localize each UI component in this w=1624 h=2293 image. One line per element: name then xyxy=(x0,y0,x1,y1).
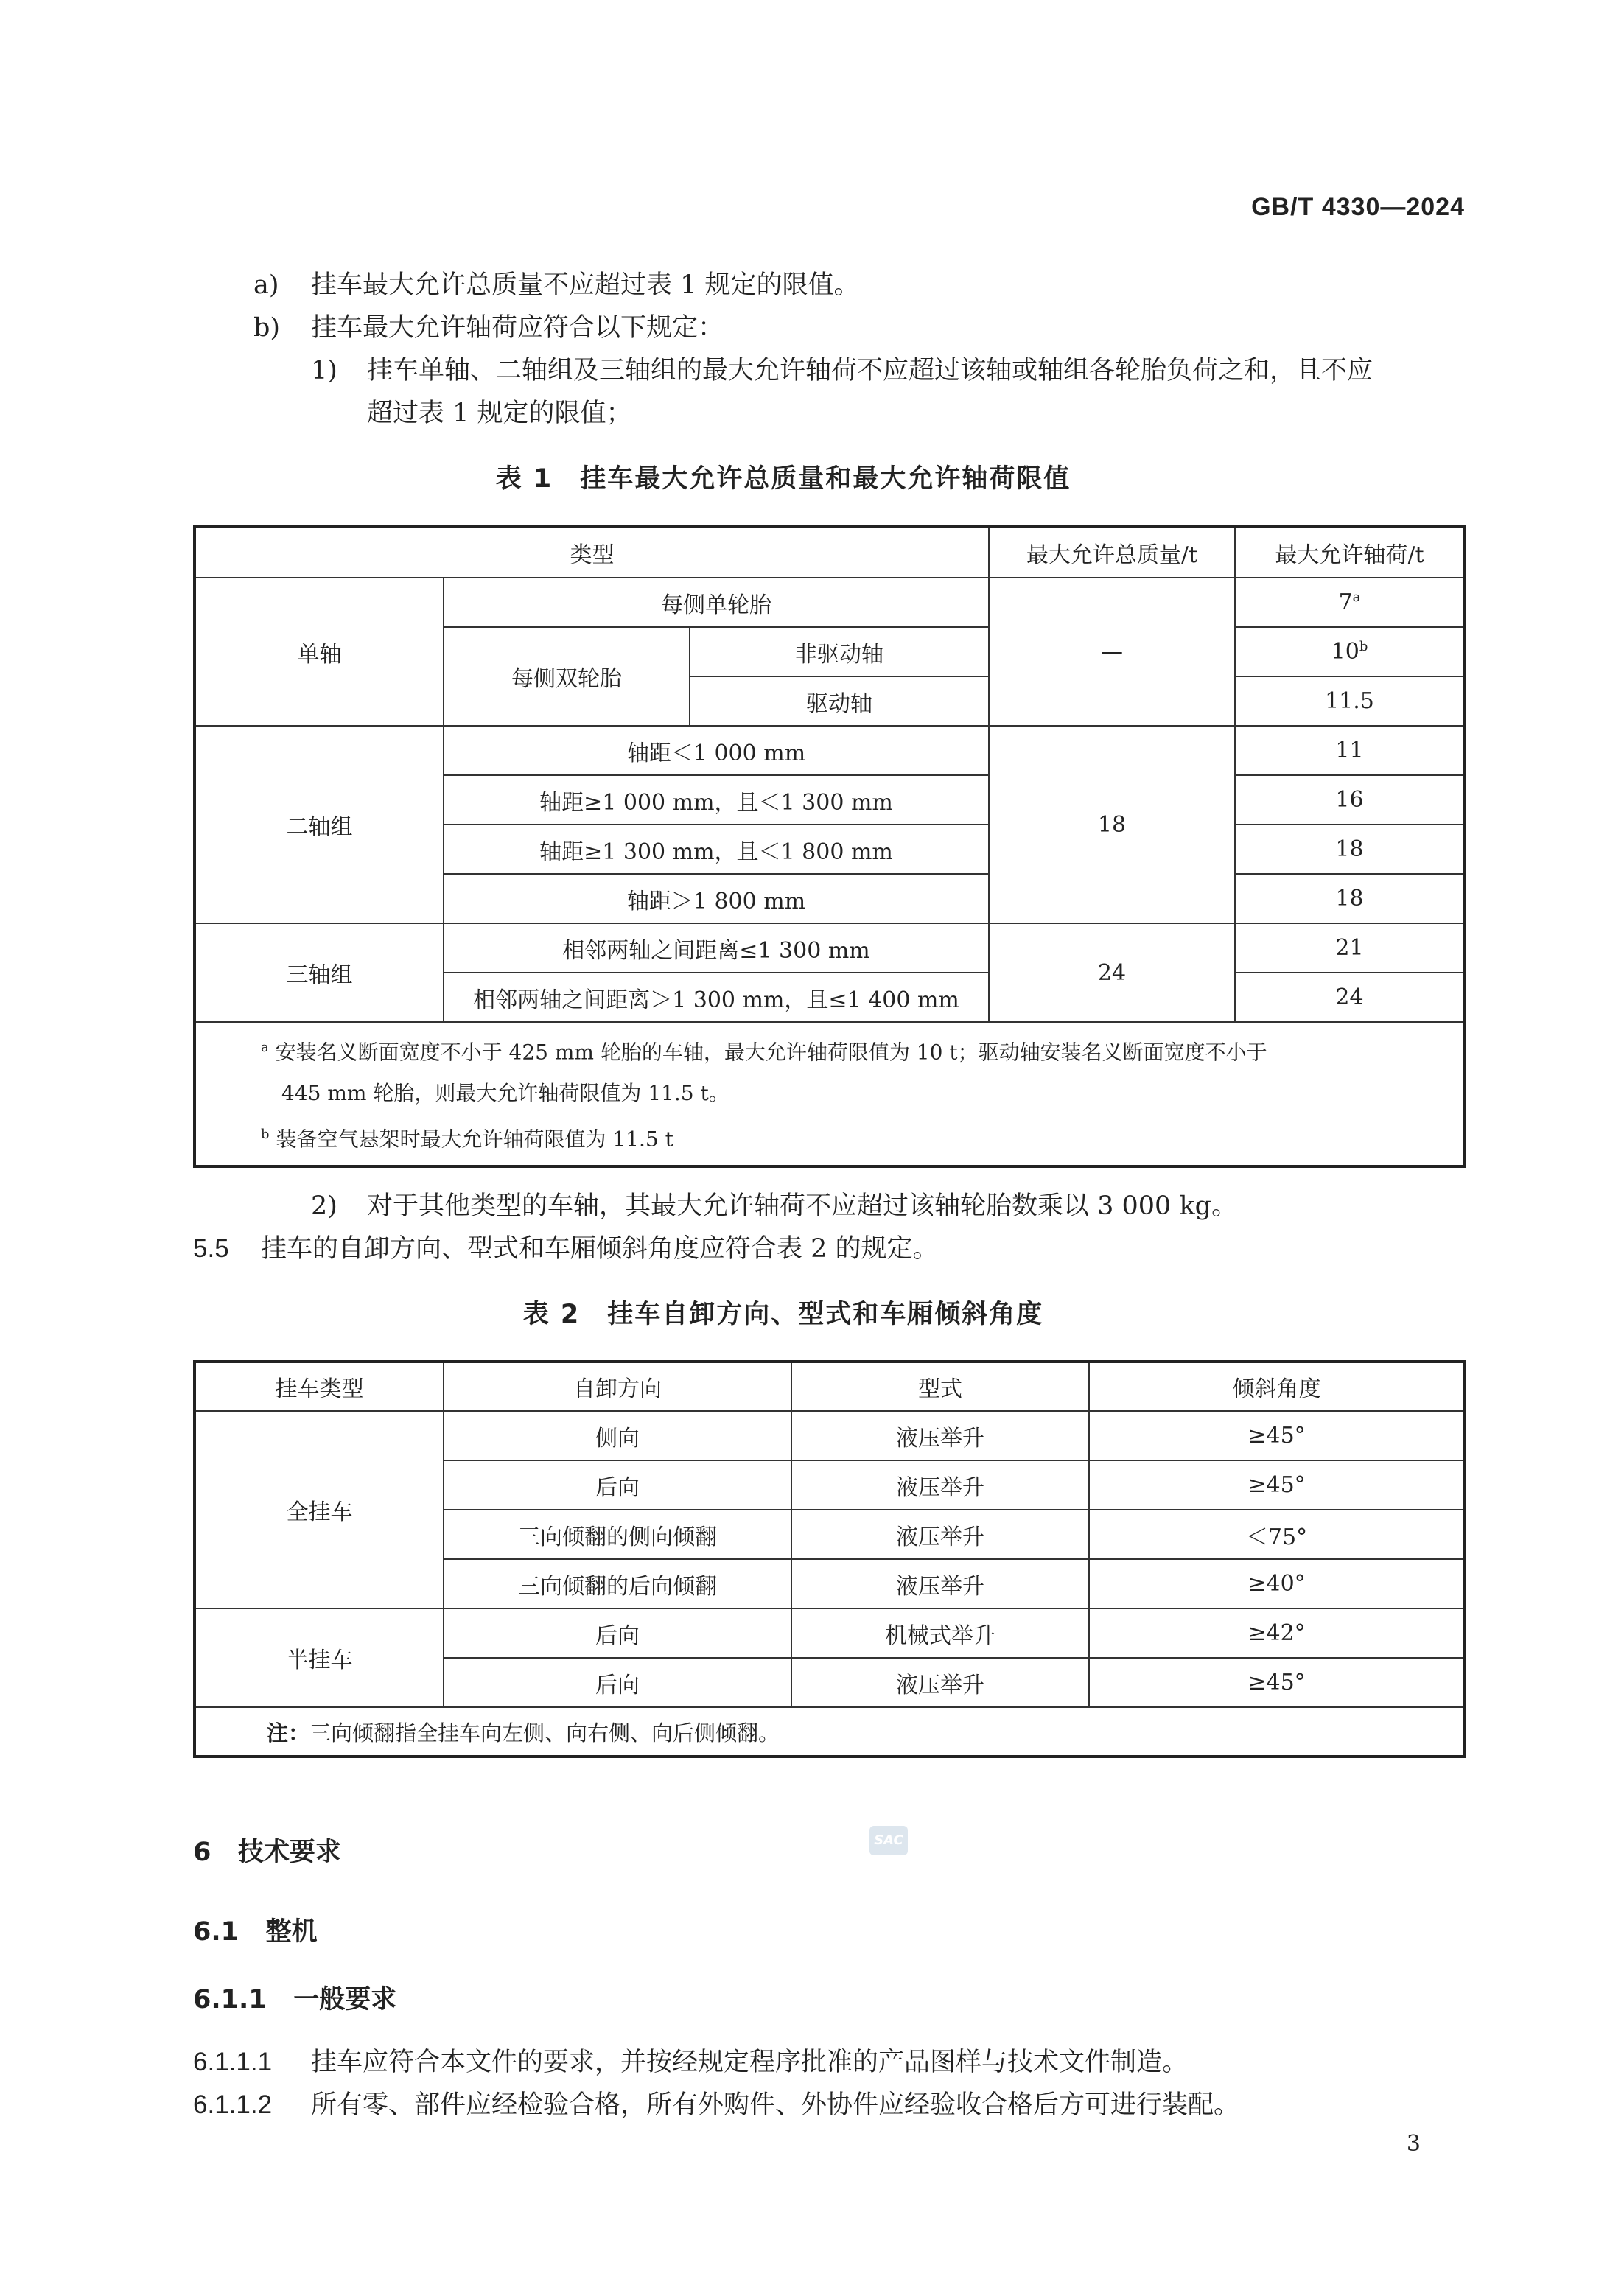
table2-direction-cell: 三向倾翻的侧向倾翻 xyxy=(444,1510,791,1559)
standard-number: GB/T 4330—2024 xyxy=(1251,193,1465,221)
table1-value-cell: 21 xyxy=(1235,923,1465,973)
table1-single-mass: — xyxy=(989,578,1235,726)
table2-angle-cell: ≥45° xyxy=(1089,1460,1465,1510)
table2-semi-trailer: 半挂车 xyxy=(195,1608,444,1707)
table1-caption: 表 1 挂车最大允许总质量和最大允许轴荷限值 xyxy=(495,464,1071,494)
clause-6-1-1-1-text: 挂车应符合本文件的要求，并按经规定程序批准的产品图样与技术文件制造。 xyxy=(311,2048,1189,2077)
table1-value-cell: 16 xyxy=(1235,775,1465,825)
page-number: 3 xyxy=(1406,2131,1421,2157)
table1-header-mass: 最大允许总质量/t xyxy=(989,526,1235,578)
list-item-b1-line2: 超过表 1 规定的限值； xyxy=(367,399,632,428)
table2-header-mode: 型式 xyxy=(791,1362,1089,1411)
table2-angle-cell: ≥45° xyxy=(1089,1658,1465,1707)
table2-full-trailer: 全挂车 xyxy=(195,1411,444,1608)
table2-header-angle: 倾斜角度 xyxy=(1089,1362,1465,1411)
table1-single-axle: 单轴 xyxy=(195,578,444,726)
table2-header-direction: 自卸方向 xyxy=(444,1362,791,1411)
table1-value-cell: 18 xyxy=(1235,874,1465,923)
clause-6-1-1-2-text: 所有零、部件应经检验合格，所有外购件、外协件应经验收合格后方可进行装配。 xyxy=(311,2090,1240,2120)
table2-mode-cell: 液压举升 xyxy=(791,1460,1089,1510)
clause-5-5-number: 5.5 xyxy=(193,1234,229,1263)
list-item-b1-line1: 挂车单轴、二轴组及三轴组的最大允许轴荷不应超过该轴或轴组各轮胎负荷之和，且不应 xyxy=(367,356,1373,385)
table1-value-cell: 11 xyxy=(1235,726,1465,775)
clause-5-5-text: 挂车的自卸方向、型式和车厢倾斜角度应符合表 2 的规定。 xyxy=(261,1234,939,1264)
table1-tridem-axle: 三轴组 xyxy=(195,923,444,1022)
table2-mode-cell: 液压举升 xyxy=(791,1559,1089,1608)
table1-non-drive-axle: 非驱动轴 xyxy=(690,627,989,676)
footnote-ref-a: a xyxy=(1352,589,1361,605)
footnote-ref-b: b xyxy=(1359,639,1368,654)
table2-angle-cell: ≥45° xyxy=(1089,1411,1465,1460)
table1-dual-tire: 每侧双轮胎 xyxy=(444,627,690,726)
table2-angle-cell: ≥40° xyxy=(1089,1559,1465,1608)
table2 xyxy=(193,1360,1466,1758)
table1 xyxy=(193,525,1466,1168)
section-6-1-heading: 6.1 整机 xyxy=(193,1917,318,1947)
table1-header-type: 类型 xyxy=(195,526,989,578)
table1-footnotes xyxy=(195,1022,1465,1166)
table2-mode-cell: 液压举升 xyxy=(791,1510,1089,1559)
table1-condition-cell: 轴距＜1 000 mm xyxy=(444,726,989,775)
table2-caption: 表 2 挂车自卸方向、型式和车厢倾斜角度 xyxy=(522,1300,1044,1329)
table1-tandem-mass: 18 xyxy=(989,726,1235,923)
table1-header-axle: 最大允许轴荷/t xyxy=(1235,526,1465,578)
table1-tandem-axle: 二轴组 xyxy=(195,726,444,923)
list-marker-a: a) xyxy=(253,270,279,300)
footnote-b: $^b$ 装备空气悬架时最大允许轴荷限值为 11.5 t xyxy=(261,1127,673,1152)
list-marker-b1: 1) xyxy=(311,356,337,385)
table2-angle-cell: ＜75° xyxy=(1089,1510,1465,1559)
footnote-a-line1: $^a$ 安装名义断面宽度不小于 425 mm 轮胎的车轴，最大允许轴荷限值为 10 t；驱动轴安装名义断面宽度不小于 xyxy=(261,1040,1267,1065)
table2-mode-cell: 液压举升 xyxy=(791,1658,1089,1707)
table2-direction-cell: 三向倾翻的后向倾翻 xyxy=(444,1559,791,1608)
table2-header-type: 挂车类型 xyxy=(195,1362,444,1411)
table2-direction-cell: 后向 xyxy=(444,1608,791,1658)
table1-condition-cell: 轴距≥1 300 mm，且＜1 800 mm xyxy=(444,825,989,874)
table2-direction-cell: 侧向 xyxy=(444,1411,791,1460)
table1-value-cell: 10$^b$ xyxy=(1235,627,1465,676)
table1-value-cell: 24 xyxy=(1235,973,1465,1022)
table1-condition-cell: 相邻两轴之间距离≤1 300 mm xyxy=(444,923,989,973)
table1-value-cell: 7$^a$ xyxy=(1235,578,1465,627)
list-item-a: 挂车最大允许总质量不应超过表 1 规定的限值。 xyxy=(311,270,860,300)
table2-mode-cell: 液压举升 xyxy=(791,1411,1089,1460)
list-marker-b2: 2) xyxy=(311,1191,337,1221)
table1-tridem-mass: 24 xyxy=(989,923,1235,1022)
list-item-b: 挂车最大允许轴荷应符合以下规定： xyxy=(311,313,724,343)
list-marker-b: b) xyxy=(253,313,281,343)
list-item-b2: 对于其他类型的车轴，其最大允许轴荷不应超过该轴轮胎数乘以 3 000 kg。 xyxy=(367,1191,1238,1221)
table1-condition-cell: 轴距≥1 000 mm，且＜1 300 mm xyxy=(444,775,989,825)
sac-watermark: SAC xyxy=(869,1826,908,1855)
table2-angle-cell: ≥42° xyxy=(1089,1608,1465,1658)
table1-drive-axle: 驱动轴 xyxy=(690,676,989,726)
table1-value-cell: 11.5 xyxy=(1235,676,1465,726)
footnote-a-line2: 445 mm 轮胎，则最大允许轴荷限值为 11.5 t。 xyxy=(281,1081,729,1106)
table2-direction-cell: 后向 xyxy=(444,1460,791,1510)
table1-condition-cell: 轴距＞1 800 mm xyxy=(444,874,989,923)
section-6-heading: 6 技术要求 xyxy=(193,1838,341,1867)
table1-single-tire: 每侧单轮胎 xyxy=(444,578,989,627)
table2-direction-cell: 后向 xyxy=(444,1658,791,1707)
table2-mode-cell: 机械式举升 xyxy=(791,1608,1089,1658)
clause-6-1-1-1-number: 6.1.1.1 xyxy=(193,2048,273,2076)
clause-6-1-1-2-number: 6.1.1.2 xyxy=(193,2090,273,2119)
table1-value-cell: 18 xyxy=(1235,825,1465,874)
section-6-1-1-heading: 6.1.1 一般要求 xyxy=(193,1985,397,2014)
table1-condition-cell: 相邻两轴之间距离＞1 300 mm，且≤1 400 mm xyxy=(444,973,989,1022)
table2-note: 注：三向倾翻指全挂车向左侧、向右侧、向后侧倾翻。 xyxy=(195,1707,1465,1757)
